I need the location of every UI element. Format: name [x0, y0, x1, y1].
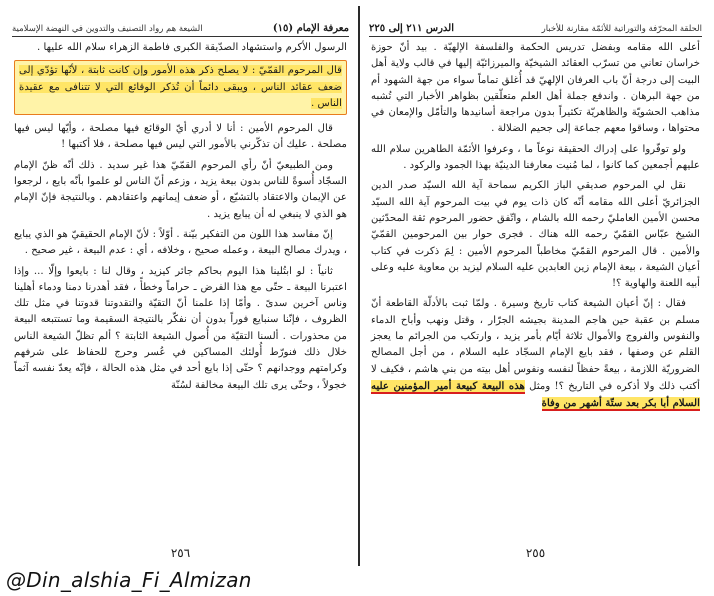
watermark-bar: [0, 566, 714, 596]
right-paragraph-3: نقل لي المرحوم صديقي الباز الكريم سماحة آية الله السيّد صدر الدين الجزائريّ أعلى الله مقامه أنّه كان ذات يوم في بيت المرحوم آية الله السيّد محسن الأمين العامليّ رحمه الله بالشام ، واتّفق حضور المرحوم ثقة المحدّثين الشيخ عبّاس القمّيّ رحمه الله هناك . فجرى حوار بين المرحومين القمّيّ والأمين . قال المرحوم القمّيّ مخاطباً المرحوم الأمين : لِمَ ذكرت في كتاب أعيان الشيعة ، بيعة الإمام زين العابدين عليه السلام ليزيد بن معاوية عليه وعلى أبيه اللعنة والهاوية ؟!: [371, 180, 700, 290]
right-header-subtitle: الحلقة المحرّفة والتوراتية للأئمّة مقارنة للأخبار: [541, 24, 702, 34]
right-paragraph-4: [371, 296, 700, 412]
book-gutter-divider: [358, 6, 360, 566]
left-paragraph-6: ثانياً : لو ابتُلينا هذا اليوم بحاكم جائر كيزيد ، وقال لنا : بايعوا وإلّا ... وإذا اعتبرنا البيعة ـ حتّى مع هذا الفرض ـ حراماً وخطأً ، فقد أهدرنا دمنا ودماء أهلينا وناس آخرين سدىً . وأمّا إذا علمنا أنّ التقيّة والتقدوتنا قدوتنا في مثل تلك الظروف ، فإنّنا سنبايع فوراً بدون أن نفكّر بالنتيجة السقيمة وما تستتبعه البيعة من محذورات . ألسنا التقيّة من أُصول الشيعة الثابتة ؟ ألم تظلّ الشيعة الناس خلال ذلك فنورّط أُولئك المساكين في عُسر وحرج للحفاظ على شرفهم وكرامتهم ووجدانهم ؟ حتّى إذا بايع أحد في مثل هذه الحالة ، فإنّه يعدّ نفسه آثماً خجولاً ، وحتّى يرى تلك البيعة مخالفة لسُنّة: [14, 265, 347, 391]
left-paragraph-4: ومن الطبيعيّ أنّ رأي المرحوم القمّيّ هذا غير سديد . ذلك أنّه ظنّ الإمام السجّاد أُسوةً للناس بدون بيعة يزيد ، وزعم أنّ الناس لو علموا بأنّه بايع ، لرجعوا عن الإيمان والاعتقاد بالتشيّع ، أو ضعف إيمانهم واعتقادهم . وبالنتيجة فإنّ الإمام هو الذي لا ينبغي له أن يبايع يزيد .: [14, 159, 347, 220]
highlighted-quote-box: [14, 60, 347, 115]
left-header-subtitle: الشيعة هم رواد التصنيف والتدوين في النهضة الإسلامية: [12, 24, 203, 34]
left-paragraph-1: الرسول الأكرم واستشهاد الصدّيقة الكبرى فاطمة الزهراء سلام الله عليها .: [37, 42, 347, 53]
right-paragraph-2: ولو توفّروا على إدراك الحقيقة نوعاً ما ، وعرفوا الأئمّة الطاهرين سلام الله عليهم أجمعين كما كانوا ، لما مُنيت معارفنا الدينيّة بهذا الجمود والركود .: [371, 143, 700, 172]
right-body-text: [371, 40, 700, 417]
left-paragraph-3: قال المرحوم الأمين : أنا لا أدري أيّ الوقائع فيها مصلحة ، وأيّها ليس فيها مصلحة . عليك أن تذكّرني بالأمور التي ليس فيها مصلحة ، فلا أكتبها !: [14, 123, 347, 151]
right-paragraph-1: أعلى الله مقامه وبفضل تدريس الحكمة والفلسفة الإلهيّة . بيد أنّ حوزة خراسان تعاني من تسرّب العقائد الشيخيّة والميرزائيّة إليها في قالب ولاية أهل البيت إلى درجة أنّ باب العرفان الإلهيّ قد أُغلق تماماً سواء من جهة الشهود أم من جهة البرهان . واندفع جملة أهل العلم متعلّقين بظواهر الأخبار التي تُشبه مذاهب الحشويّة والظاهريّة تكثيراً بدون مراجعة أسانيدها والتأمّل والإمعان في محتواها ، وساقوا معهم جماعة إلى جحيم الضلالة .: [371, 42, 700, 135]
right-running-head: [369, 12, 702, 37]
left-running-head: [12, 12, 349, 37]
right-paragraph-4-text: فقال : إنّ أعيان الشيعة كتاب تاريخ وسيرة . ولمّا ثبت بالأدلّة القاطعة أنّ مسلم بن عقبة حين هاجم المدينة بجيشه الجرّار ، وقتل ونهب وأباح الدماء والنفوس والفروج والأموال ثلاثة أيّام بأمر يزيد ، وارتكب من الجرائم ما يعجز القلم عن وصفها ، فقد بايع الإمام السجّاد عليه السلام ، من أجل المصالح الضروريّة اللازمة ، بيعةً حفظاً لنفسه ونفوس أهل بيته من بني هاشم ، فكيف لا أكتب ذلك ولا أذكره في التاريخ ؟! ومثل: [371, 298, 700, 392]
left-paragraph-5: إنّ مفاسد هذا اللون من التفكير بيّنة . أوّلاً : لأنّ الإمام الحقيقيّ هو الذي يبايع ، ويدرك مصالح البيعة ، وعمله صحيح ، وخلافه ، أي : عدم البيعة ، غير صحيح .: [14, 228, 347, 257]
left-header-title: معرفة الإمام (١٥): [272, 23, 349, 34]
highlighted-quote: قال المرحوم القمّيّ : لا يصلح ذكر هذه الأمور وإن كانت ثابتة ، لأنّها تؤدّي إلى ضعف عقائد الناس ، ويبقى دائماً أن تُذكر الوقائع التي لا تتنافى مع عقيدة الناس .: [19, 65, 342, 109]
right-page: [361, 6, 710, 566]
left-page: [4, 6, 357, 566]
right-page-number: ٢٥٥: [525, 546, 546, 560]
underlined-highlight: هذه البيعة كبيعة أمير المؤمنين عليه السلام أبا بكر بعد ستّة أشهر من وفاة: [371, 379, 700, 410]
right-header-title: الدرس ٢١١ إلى ٢٢٥: [369, 23, 454, 34]
watermark-handle: @Din_alshia_Fi_Almizan: [6, 568, 252, 592]
left-page-number: ٢٥٦: [170, 546, 191, 560]
left-body-text: [14, 40, 347, 398]
